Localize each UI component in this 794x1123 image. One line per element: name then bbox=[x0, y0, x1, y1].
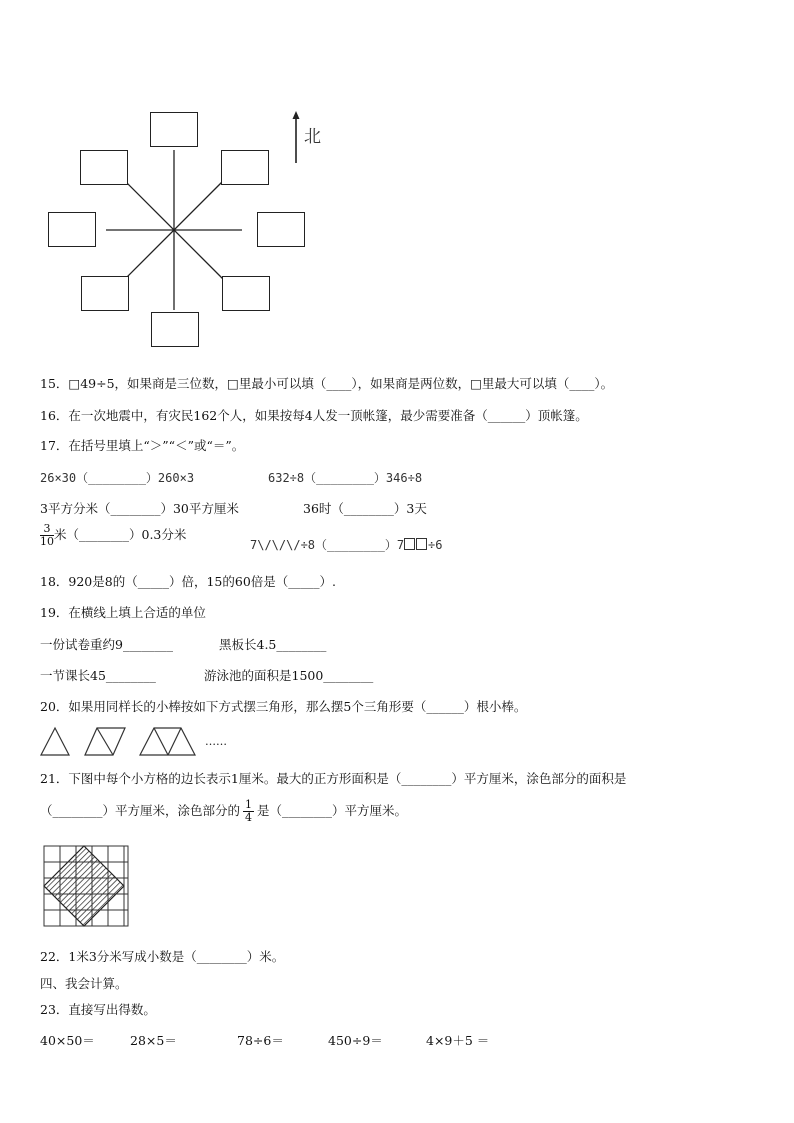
question-19-title: 19．在横线上填上合适的单位 bbox=[40, 605, 206, 620]
section-4-heading: 四、我会计算。 bbox=[40, 976, 128, 991]
calc-item: 78÷6＝ bbox=[237, 1033, 284, 1048]
question-23-title: 23．直接写出得数。 bbox=[40, 1002, 156, 1017]
square-box bbox=[416, 538, 427, 550]
q17-row1-right: 632÷8（________）346÷8 bbox=[268, 471, 423, 485]
q19-item-d: 游泳池的面积是1500________ bbox=[204, 668, 374, 683]
q17-row1-left: 26×30（________）260×3 bbox=[40, 471, 195, 485]
shaded-diamond bbox=[44, 846, 124, 926]
q19-item-c: 一节课长45________ bbox=[40, 668, 156, 683]
triangle-1 bbox=[41, 728, 69, 755]
q19-item-a: 一份试卷重约9________ bbox=[40, 637, 173, 652]
compass-lines bbox=[0, 0, 360, 360]
question-22: 22．1米3分米写成小数是（________）米。 bbox=[40, 949, 285, 964]
blank-box-north[interactable] bbox=[150, 112, 198, 147]
blank-box-southwest[interactable] bbox=[81, 276, 129, 311]
q19-item-b: 黑板长4.5________ bbox=[219, 637, 327, 652]
question-20: 20．如果用同样长的小棒按如下方式摆三角形，那么摆5个三角形要（______）根小棒。 bbox=[40, 699, 527, 714]
question-21-line1: 21．下图中每个小方格的边长表示1厘米。最大的正方形面积是（________）平方厘米，涂色部分的面积是 bbox=[40, 771, 627, 786]
triangle-ellipsis: …… bbox=[205, 735, 227, 748]
grid-figure bbox=[40, 843, 132, 929]
question-17-title: 17．在括号里填上“＞”“＜”或“＝”。 bbox=[40, 438, 245, 453]
q17-row2-right: 36时（________）3天 bbox=[303, 501, 427, 516]
q17-row3-left: $\frac{3}{10}$ 米（________）0.3分米 bbox=[40, 522, 187, 548]
blank-box-northwest[interactable] bbox=[80, 150, 128, 185]
blank-box-west[interactable] bbox=[48, 212, 96, 247]
blank-box-northeast[interactable] bbox=[221, 150, 269, 185]
triangle-pattern bbox=[38, 724, 208, 758]
fraction-3-10: $\frac{3}{10}$ bbox=[40, 522, 54, 548]
fraction-1-4: $\frac{1}{4}$ bbox=[245, 798, 253, 824]
calc-item: 40×50＝ bbox=[40, 1033, 95, 1048]
blank-box-south[interactable] bbox=[151, 312, 199, 347]
question-21-line2: （________）平方厘米，涂色部分的 $\frac{1}{4}$ 是（________）平方厘米。 bbox=[40, 798, 408, 824]
blank-box-east[interactable] bbox=[257, 212, 305, 247]
triangle-row-3 bbox=[140, 728, 195, 755]
question-16: 16．在一次地震中，有灾民162个人，如果按每4人发一顶帐篷，最少需要准备（______）顶帐篷。 bbox=[40, 408, 588, 423]
question-18: 18．920是8的（_____）倍，15的60倍是（_____）. bbox=[40, 574, 337, 589]
calc-item: 4×9＋5 ＝ bbox=[426, 1033, 490, 1048]
blank-box-southeast[interactable] bbox=[222, 276, 270, 311]
square-box bbox=[404, 538, 415, 550]
question-15: 15．□49÷5，如果商是三位数，□里最小可以填（____），如果商是两位数，□里最大可以填（____）。 bbox=[40, 376, 614, 391]
calc-item: 28×5＝ bbox=[130, 1033, 177, 1048]
calc-item: 450÷9＝ bbox=[328, 1033, 383, 1048]
q17-row2-left: 3平方分米（________）30平方厘米 bbox=[40, 501, 239, 516]
q17-row3-right: 7\/\/\/÷8（________）7 ÷6 bbox=[250, 538, 443, 552]
north-label: 北 bbox=[304, 127, 321, 147]
